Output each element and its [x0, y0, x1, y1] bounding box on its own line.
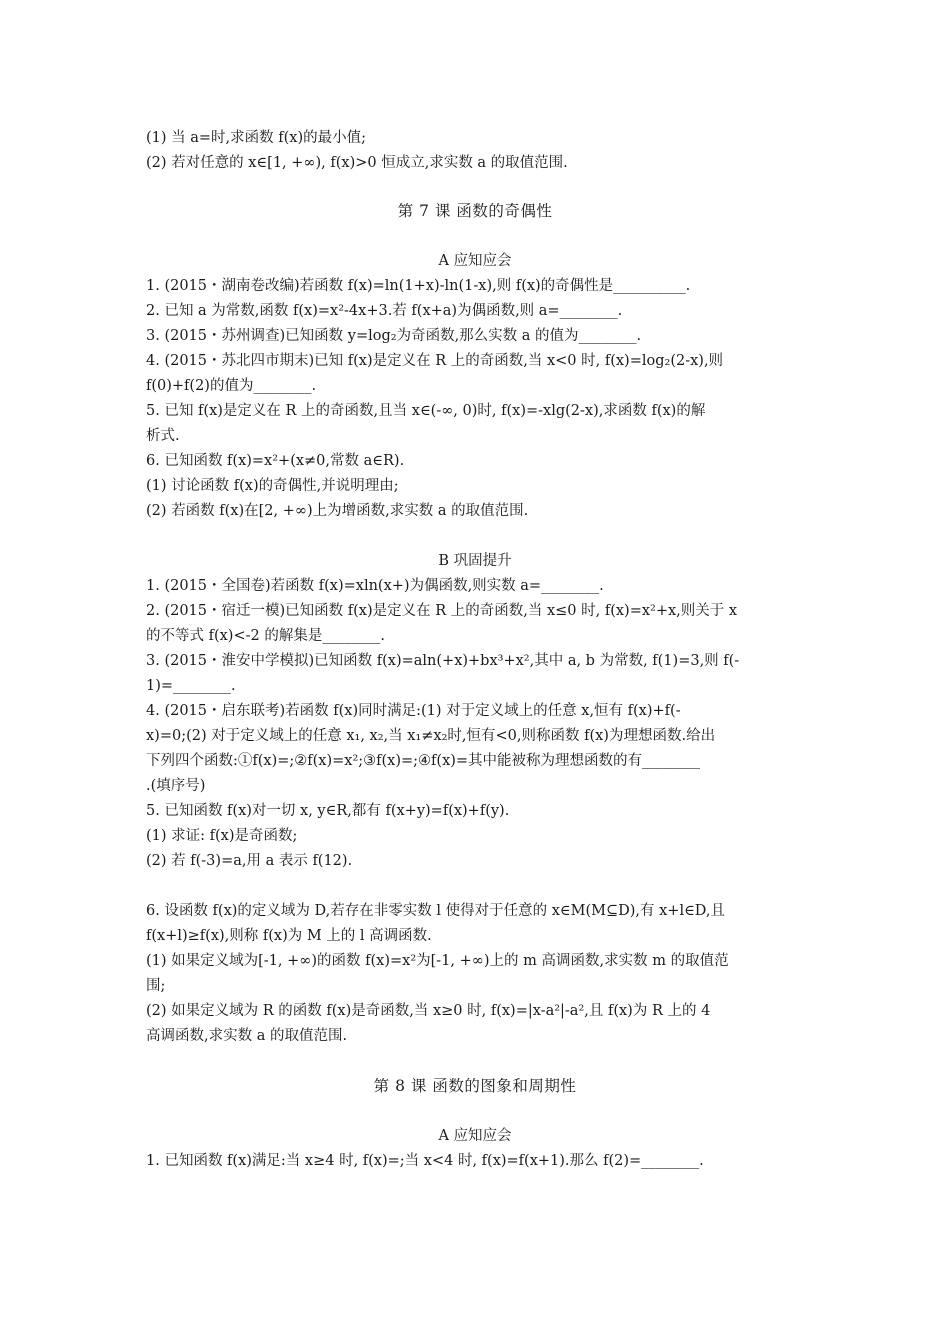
text-line: 5. 已知 f(x)是定义在 R 上的奇函数,且当 x∈(-∞, 0)时, f(x)=-xlg(2-x),求函数 f(x)的解 [146, 403, 706, 419]
text-line: (1) 求证: f(x)是奇函数; [146, 828, 298, 844]
text-line: 的不等式 f(x)<-2 的解集是________. [146, 628, 385, 644]
text-line: 1. (2015・湖南卷改编)若函数 f(x)=ln(1+x)-ln(1-x),则 f(x)的奇偶性是__________. [146, 278, 691, 294]
text-line: f(0)+f(2)的值为________. [146, 378, 317, 394]
text-line: x)=0;(2) 对于定义域上的任意 x₁, x₂,当 x₁≠x₂时,恒有<0,则称函数 f(x)为理想函数.给出 [146, 728, 716, 744]
text-line: 5. 已知函数 f(x)对一切 x, y∈R,都有 f(x+y)=f(x)+f(y). [146, 803, 510, 819]
text-line: 3. (2015・苏州调查)已知函数 y=log₂为奇函数,那么实数 a 的值为________. [146, 328, 642, 344]
text-line: 4. (2015・启东联考)若函数 f(x)同时满足:(1) 对于定义域上的任意 x,恒有 f(x)+f(- [146, 703, 681, 719]
section-heading: A 应知应会 [438, 1128, 512, 1144]
lesson-title: 第 8 课 函数的图象和周期性 [373, 1077, 577, 1095]
text-line: (1) 当 a=时,求函数 f(x)的最小值; [146, 130, 367, 146]
text-line: 1. (2015・全国卷)若函数 f(x)=xln(x+)为偶函数,则实数 a=________. [146, 578, 604, 594]
text-line: 1. 已知函数 f(x)满足:当 x≥4 时, f(x)=;当 x<4 时, f(x)=f(x+1).那么 f(2)=________. [146, 1153, 704, 1169]
text-line: (1) 讨论函数 f(x)的奇偶性,并说明理由; [146, 478, 399, 494]
text-line: 下列四个函数:①f(x)=;②f(x)=x²;③f(x)=;④f(x)=其中能被称为理想函数的有________ [146, 753, 701, 769]
text-line: f(x+l)≥f(x),则称 f(x)为 M 上的 l 高调函数. [146, 928, 432, 944]
text-line: 4. (2015・苏北四市期末)已知 f(x)是定义在 R 上的奇函数,当 x<0 时, f(x)=log₂(2-x),则 [146, 353, 724, 369]
text-line: (1) 如果定义域为[-1, +∞)的函数 f(x)=x²为[-1, +∞)上的 m 高调函数,求实数 m 的取值范 [146, 953, 729, 969]
text-line: (2) 若 f(-3)=a,用 a 表示 f(12). [146, 853, 353, 869]
text-line: (2) 如果定义域为 R 的函数 f(x)是奇函数,当 x≥0 时, f(x)=|x-a²|-a²,且 f(x)为 R 上的 4 [146, 1003, 711, 1019]
text-line: 析式. [146, 428, 180, 444]
text-line: (2) 若函数 f(x)在[2, +∞)上为增函数,求实数 a 的取值范围. [146, 503, 529, 519]
text-line: 3. (2015・淮安中学模拟)已知函数 f(x)=aln(+x)+bx³+x²,其中 a, b 为常数, f(1)=3,则 f(- [146, 653, 740, 669]
text-line: 6. 设函数 f(x)的定义域为 D,若存在非零实数 l 使得对于任意的 x∈M(M⊆D),有 x+l∈D,且 [146, 903, 726, 919]
section-heading: A 应知应会 [438, 253, 512, 269]
text-line: 2. 已知 a 为常数,函数 f(x)=x²-4x+3.若 f(x+a)为偶函数,则 a=________. [146, 303, 623, 319]
text-line: 2. (2015・宿迁一模)已知函数 f(x)是定义在 R 上的奇函数,当 x≤0 时, f(x)=x²+x,则关于 x [146, 603, 738, 619]
section-heading: B 巩固提升 [438, 553, 512, 569]
text-line: 围; [146, 978, 166, 994]
text-line: 高调函数,求实数 a 的取值范围. [146, 1028, 348, 1044]
lesson-title: 第 7 课 函数的奇偶性 [397, 202, 553, 220]
text-line: 1)=________. [146, 678, 236, 694]
text-line: .(填序号) [146, 778, 206, 794]
text-line: 6. 已知函数 f(x)=x²+(x≠0,常数 a∈R). [146, 453, 405, 469]
text-line: (2) 若对任意的 x∈[1, +∞), f(x)>0 恒成立,求实数 a 的取值范围. [146, 155, 568, 171]
